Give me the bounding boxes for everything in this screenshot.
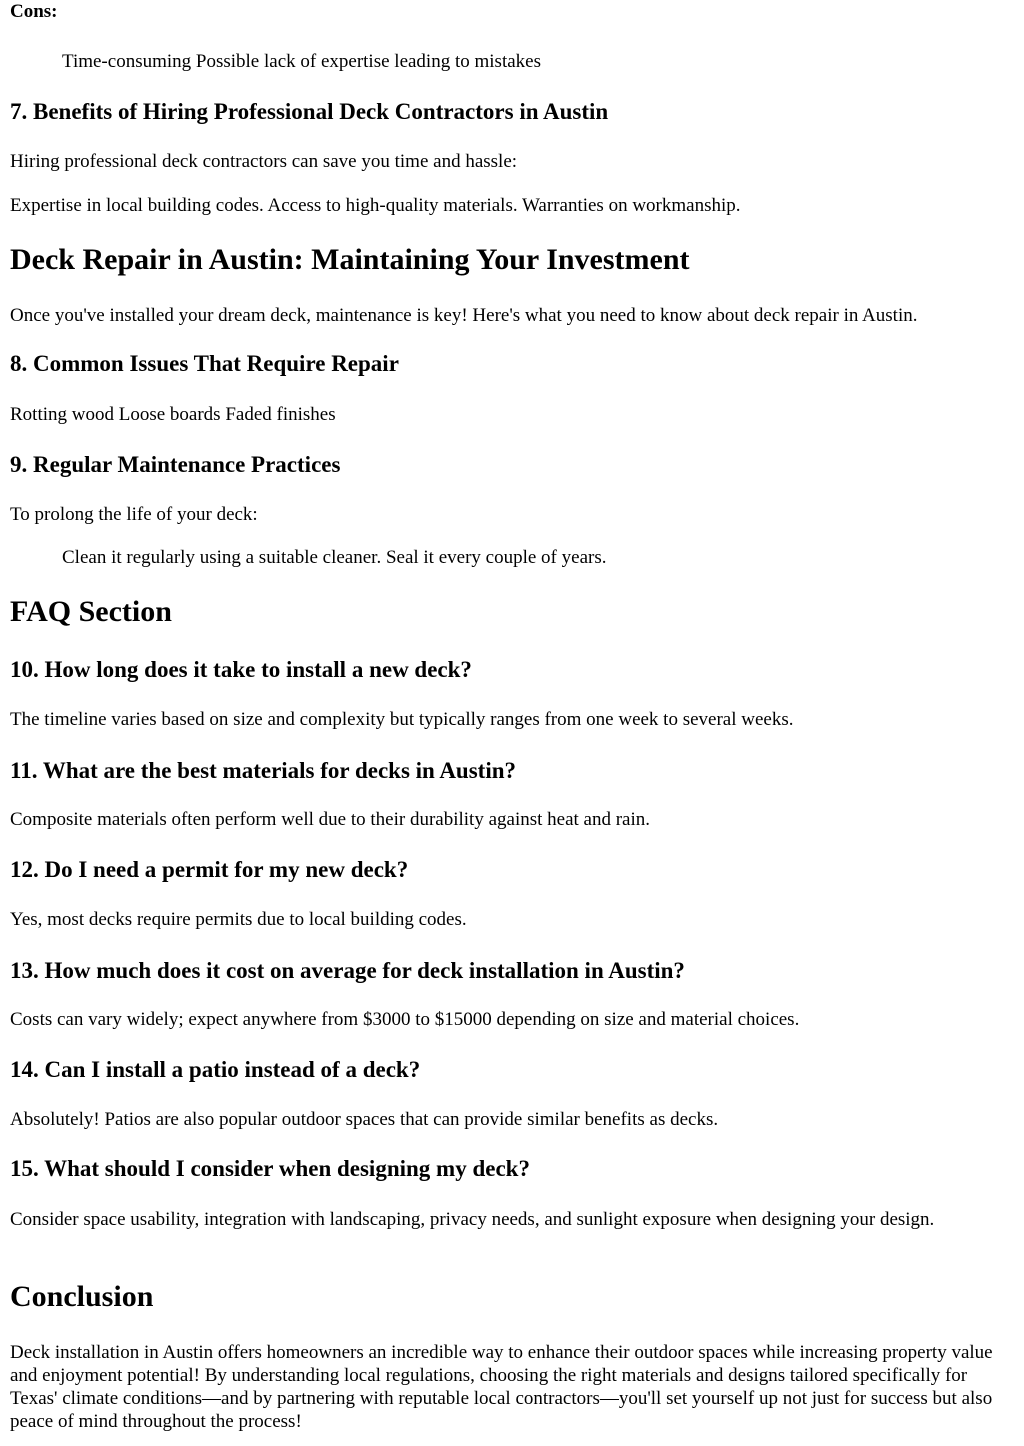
faq-question: 11. What are the best materials for decks in Austin? <box>10 758 517 783</box>
repair-intro: Once you've installed your dream deck, maintenance is key! Here's what you need to know about deck repair in Austin. <box>10 305 918 326</box>
cons-label: Cons: <box>10 1 58 22</box>
faq-answer: The timeline varies based on size and complexity but typically ranges from one week to several weeks. <box>10 709 794 730</box>
cons-list: Time-consuming Possible lack of expertise leading to mistakes <box>62 51 541 72</box>
faq-answer: Consider space usability, integration with landscaping, privacy needs, and sunlight exposure when designing your design. <box>10 1209 935 1230</box>
conclusion-heading: Conclusion <box>10 1280 154 1313</box>
section7-list: Expertise in local building codes. Access to high-quality materials. Warranties on workmanship. <box>10 195 741 216</box>
faq-answer: Costs can vary widely; expect anywhere from $3000 to $15000 depending on size and material choices. <box>10 1009 800 1030</box>
section9-list: Clean it regularly using a suitable cleaner. Seal it every couple of years. <box>62 547 607 568</box>
faq-question: 10. How long does it take to install a new deck? <box>10 657 472 682</box>
repair-heading: Deck Repair in Austin: Maintaining Your Investment <box>10 243 690 276</box>
faq-answer: Absolutely! Patios are also popular outdoor spaces that can provide similar benefits as decks. <box>10 1109 719 1130</box>
section8-list: Rotting wood Loose boards Faded finishes <box>10 404 336 425</box>
section7-intro: Hiring professional deck contractors can save you time and hassle: <box>10 151 518 172</box>
section9-heading: 9. Regular Maintenance Practices <box>10 452 341 477</box>
section8-heading: 8. Common Issues That Require Repair <box>10 351 399 376</box>
faq-question: 14. Can I install a patio instead of a deck? <box>10 1057 421 1082</box>
conclusion-text: Deck installation in Austin offers homeowners an incredible way to enhance their outdoor spaces while increasing property value and enjoyment potential! By understanding local regulations, choosing the right materials and designs tailored specifically for Texas' climate conditions—and by partnering with reputable local contractors—you'll set yourself up not just for success but also peace of mind throughout the process! <box>10 1342 993 1432</box>
faq-question: 12. Do I need a permit for my new deck? <box>10 857 409 882</box>
faq-answer: Composite materials often perform well due to their durability against heat and rain. <box>10 809 651 830</box>
section9-intro: To prolong the life of your deck: <box>10 504 258 525</box>
faq-heading: FAQ Section <box>10 595 172 628</box>
faq-question: 15. What should I consider when designing my deck? <box>10 1156 530 1181</box>
section7-heading: 7. Benefits of Hiring Professional Deck Contractors in Austin <box>10 99 609 124</box>
faq-answer: Yes, most decks require permits due to local building codes. <box>10 909 467 930</box>
faq-question: 13. How much does it cost on average for deck installation in Austin? <box>10 958 685 983</box>
